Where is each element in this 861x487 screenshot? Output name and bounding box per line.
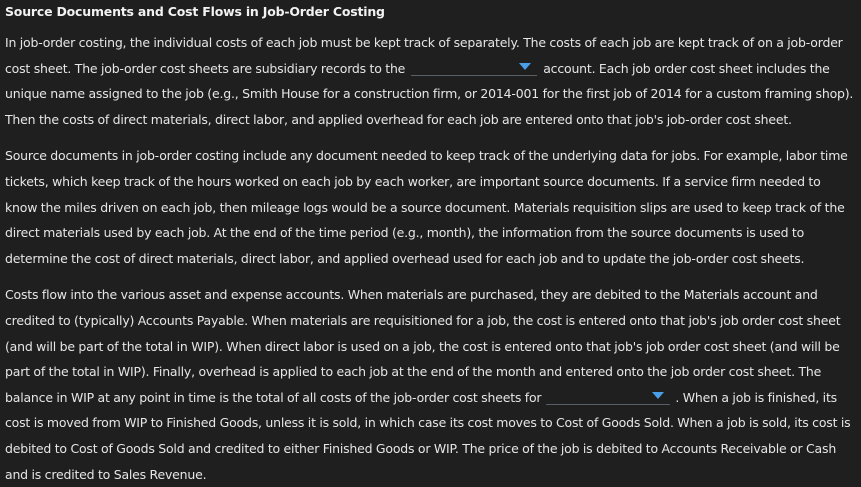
jobs-dropdown[interactable] [546,389,670,405]
paragraph-1-text-before: In job-order costing, the individual costs of each job must be kept track of separately. The costs of each job are kept track of on a job-order cost sheet. The job-order cost sheets are subsidiary records to the [5,35,843,76]
chevron-down-icon[interactable] [652,392,664,399]
paragraph-2: Source documents in job-order costing include any document needed to keep track of the underlying data for jobs. For example, labor time tickets, which keep track of the hours worked on each job by each worker, are important source documents. If a service firm needed to know the miles driven on each job, then mileage logs would be a source document. Materials requisition slips are used to keep track of the direct materials used by each job. At the end of the time period (e.g., month), the information from the source documents is used to determine the cost of direct materials, direct labor, and applied overhead used for each job and to update the job-order cost sheets. [5,148,848,266]
paragraph-1 [5,30,856,132]
paragraph-3-text-before: Costs flow into the various asset and expense accounts. When materials are purchased, they are debited to the Materials account and credited to (typically) Accounts Payable. When materials are requisitioned for a job, the cost is entered onto that job's job order cost sheet (and will be part of the total in WIP). When direct labor is used on a job, the cost is entered onto that job's job order cost sheet (and will be part of the total in WIP). Finally, overhead is applied to each job at the end of the month and entered onto the job order cost sheet. The balance in WIP at any point in time is the total of all costs of the job-order cost sheets for [5,287,841,405]
paragraph-3-text-after: . When a job is finished, its cost is moved from WIP to Finished Goods, unless it is sold, in which case its cost moves to Cost of Goods Sold. When a job is sold, its cost is debited to Cost of Goods Sold and credited to either Finished Goods or WIP. The price of the job is debited to Accounts Receivable or Cash and is credited to Sales Revenue. [5,389,851,482]
account-dropdown[interactable] [411,60,537,76]
paragraph-1-text-after: account. Each job order cost sheet includes the unique name assigned to the job (e.g., Smith House for a construction firm, or 2014-001 for the first job of 2014 for a custom framing shop). Then the costs of direct materials, direct labor, and applied overhead for each job are entered onto that job's job-order cost sheet. [5,60,854,127]
section-title: Source Documents and Cost Flows in Job-Order Costing [5,4,385,19]
paragraph-3 [5,282,856,487]
chevron-down-icon[interactable] [519,63,531,70]
